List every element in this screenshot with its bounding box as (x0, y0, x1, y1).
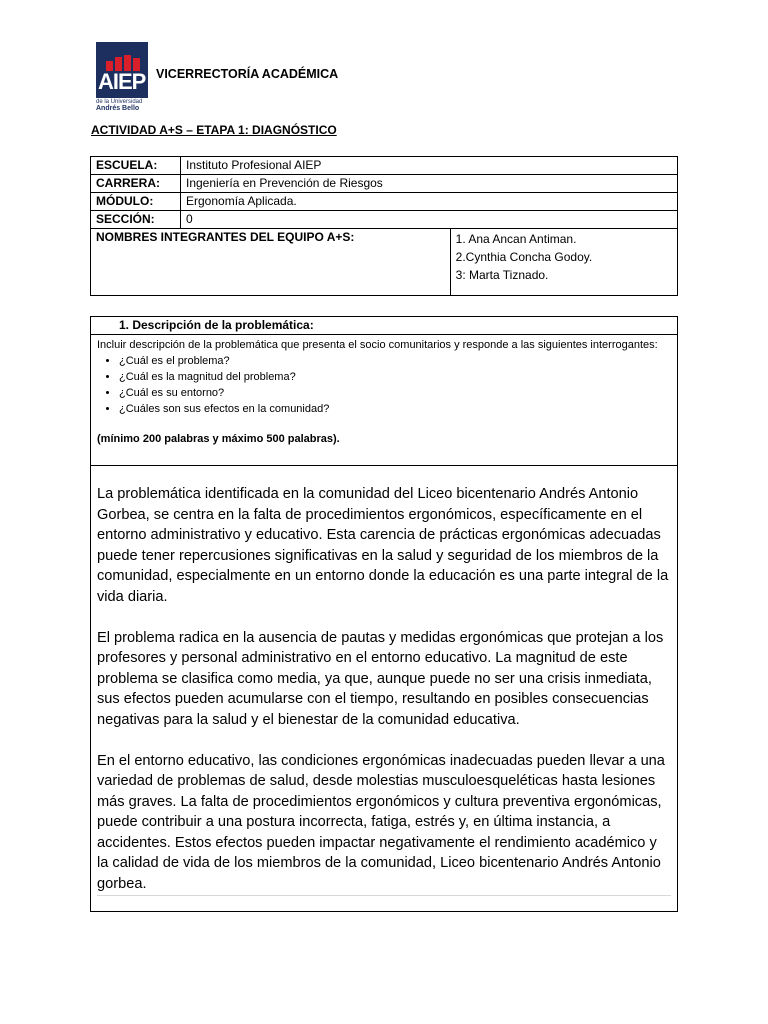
logo-subtitle: de la Universidad Andrés Bello (96, 99, 143, 112)
instructions-text: Incluir descripción de la problemática que presenta el socio comunitarios y responde a las siguientes interrogantes: (97, 339, 658, 351)
answer-paragraph: En el entorno educativo, las condiciones ergonómicas inadecuadas pueden llevar a una variedad de problemas de salud, desde molestias musculoesqueléticas hasta lesiones más graves. La falta de procedimientos ergonómicos y cultura preventiva ergonómicas, puede contribuir a una postura incorrecta, fatiga, estrés y, en última instancia, a accidentes. Estos efectos pueden impactar negativamente el rendimiento académico y la calidad de vida de los miembros de la comunidad, Liceo bicentenario Andrés Antonio gorbea. (97, 751, 671, 897)
logo-block (96, 42, 148, 98)
row-escuela (91, 157, 678, 175)
section-description-box (90, 316, 678, 912)
aiep-logo (96, 42, 148, 112)
modulo-label: MÓDULO: (91, 193, 181, 211)
section-title: 1. Descripción de la problemática: (91, 317, 677, 335)
question-item: • ¿Cuál es la magnitud del problema? (119, 369, 671, 385)
question-item: • ¿Cuál es su entorno? (119, 385, 671, 401)
member-3: 3: Marta Tiznado. (455, 268, 549, 282)
escuela-label: ESCUELA: (91, 157, 181, 175)
question-item: • ¿Cuáles son sus efectos en la comunidad? (119, 401, 671, 417)
answer-body[interactable] (91, 466, 677, 896)
question-item: • ¿Cuál es el problema? (119, 353, 671, 369)
row-carrera (91, 175, 678, 193)
vicerrectoria-heading: VICERRECTORÍA ACADÉMICA (156, 67, 339, 81)
carrera-label: CARRERA: (91, 175, 181, 193)
escuela-value: Instituto Profesional AIEP (181, 157, 678, 175)
activity-title: ACTIVIDAD A+S – ETAPA 1: DIAGNÓSTICO (91, 123, 337, 137)
modulo-value: Ergonomía Aplicada. (181, 193, 678, 211)
member-1: 1. Ana Ancan Antiman. (455, 232, 577, 246)
team-label: NOMBRES INTEGRANTES DEL EQUIPO A+S: (91, 229, 451, 296)
row-modulo (91, 193, 678, 211)
member-2: 2.Cynthia Concha Godoy. (455, 250, 593, 264)
word-limit-note: (mínimo 200 palabras y máximo 500 palabras). (97, 433, 340, 445)
answer-paragraph: El problema radica en la ausencia de pautas y medidas ergonómicas que protejan a los profesores y personal administrativo en el entorno educativo. La magnitud de este problema se clasifica como media, ya que, aunque puede no ser una crisis inmediata, sus efectos pueden acumularse con el tiempo, resultando en posibles consecuencias negativas para la salud y el bienestar de la comunidad educativa. (97, 629, 664, 728)
seccion-value: 0 (181, 211, 678, 229)
question-list (97, 353, 671, 417)
team-members (450, 229, 677, 296)
seccion-label: SECCIÓN: (91, 211, 181, 229)
answer-paragraph: La problemática identificada en la comunidad del Liceo bicentenario Andrés Antonio Gorbea, se centra en la falta de procedimientos ergonómicos, específicamente en el entorno administrativo y educativo. Esta carencia de prácticas ergonómicas adecuadas puede tener repercusiones significativas en la salud y seguridad de los miembros de la comunidad, especialmente en un entorno donde la educación es una parte integral de la vida diaria. (97, 486, 669, 605)
logo-brand: AIEP (98, 69, 146, 94)
info-table (90, 156, 678, 296)
section-instructions (91, 335, 677, 466)
row-team (91, 229, 678, 296)
carrera-value: Ingeniería en Prevención de Riesgos (181, 175, 678, 193)
row-seccion (91, 211, 678, 229)
